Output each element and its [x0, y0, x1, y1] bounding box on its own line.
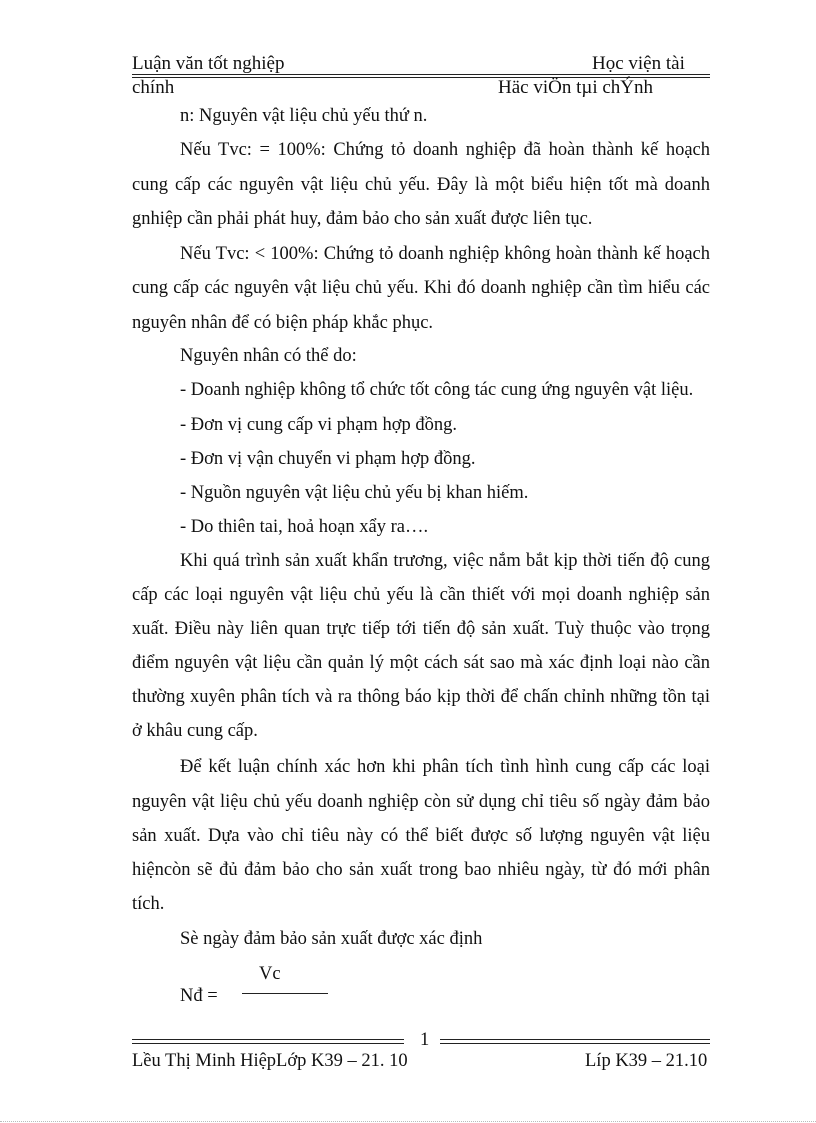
fraction-bar — [242, 993, 328, 994]
body-line: nguyên vật liệu chủ yếu doanh nghiệp còn sử dụng chỉ tiêu số ngày đảm bảo — [132, 792, 710, 812]
formula-lhs: Nđ = — [180, 986, 218, 1006]
body-line: thường xuyên phân tích và ra thông báo kịp thời để chấn chỉnh những tồn tại — [132, 687, 710, 707]
header-subtitle-right: Häc viÖn tµi chÝnh — [498, 77, 653, 98]
body-line: Để kết luận chính xác hơn khi phân tích tình hình cung cấp các loại — [180, 757, 710, 777]
footer-rule-right — [440, 1039, 710, 1044]
header-title-right: Học viện tài — [592, 53, 685, 74]
footer-left: Lều Thị Minh HiệpLớp K39 – 21. 10 — [132, 1051, 408, 1071]
body-line: xuất. Điều này liên quan trực tiếp tới tiến độ sản xuất. Tuỳ thuộc vào trọng — [132, 619, 710, 639]
list-item: - Đơn vị cung cấp vi phạm hợp đồng. — [180, 415, 457, 435]
header-subtitle-left: chính — [132, 77, 175, 98]
list-item: - Đơn vị vận chuyển vi phạm hợp đồng. — [180, 449, 476, 469]
body-line: Sè ngày đảm bảo sản xuất được xác định — [180, 929, 483, 949]
body-line: điểm nguyên vật liệu cần quản lý một cách sát sao mà xác định loại nào cần — [132, 653, 710, 673]
footer-rule-left — [132, 1039, 404, 1044]
body-line: Nguyên nhân có thể do: — [180, 346, 357, 366]
body-line: Nếu Tvc: = 100%: Chứng tỏ doanh nghiệp đã hoàn thành kế hoạch — [180, 140, 710, 160]
list-item: - Doanh nghiệp không tổ chức tốt công tác cung ứng nguyên vật liệu. — [180, 380, 694, 400]
list-item: - Do thiên tai, hoả hoạn xẩy ra…. — [180, 517, 429, 537]
formula-numerator: Vc — [259, 964, 281, 984]
body-line: Nếu Tvc: < 100%: Chứng tỏ doanh nghiệp không hoàn thành kế hoạch — [180, 244, 710, 264]
list-item: - Nguồn nguyên vật liệu chủ yếu bị khan hiếm. — [180, 483, 529, 503]
body-line: cấp các loại nguyên vật liệu chủ yếu là cần thiết với mọi doanh nghiệp sản — [132, 585, 710, 605]
body-line: sản xuất. Dựa vào chỉ tiêu này có thể biết được số lượng nguyên vật liệu — [132, 826, 710, 846]
body-line: cung cấp các nguyên vật liệu chủ yếu. Đây là một biểu hiện tốt mà doanh — [132, 175, 710, 195]
body-line: gnhiệp cần phải phát huy, đảm bảo cho sản xuất được liên tục. — [132, 209, 593, 229]
body-line: ở khâu cung cấp. — [132, 721, 258, 741]
body-line: cung cấp các nguyên vật liệu chủ yếu. Khi đó doanh nghiệp cần tìm hiểu các — [132, 278, 710, 298]
header-title-left: Luận văn tốt nghiệp — [132, 53, 285, 74]
body-line: nguyên nhân để có biện pháp khắc phục. — [132, 313, 434, 333]
body-line: hiệncòn sẽ đủ đảm bảo cho sản xuất trong bao nhiêu ngày, từ đó mới phân — [132, 860, 710, 880]
page-number: 1 — [420, 1030, 430, 1050]
page-edge-divider — [0, 1121, 816, 1122]
body-line: tích. — [132, 894, 165, 914]
body-line: Khi quá trình sản xuất khẩn trương, việc nắm bắt kịp thời tiến độ cung — [180, 551, 710, 571]
footer-right: Líp K39 – 21.10 — [585, 1051, 708, 1071]
body-line: n: Nguyên vật liệu chủ yếu thứ n. — [180, 106, 428, 126]
